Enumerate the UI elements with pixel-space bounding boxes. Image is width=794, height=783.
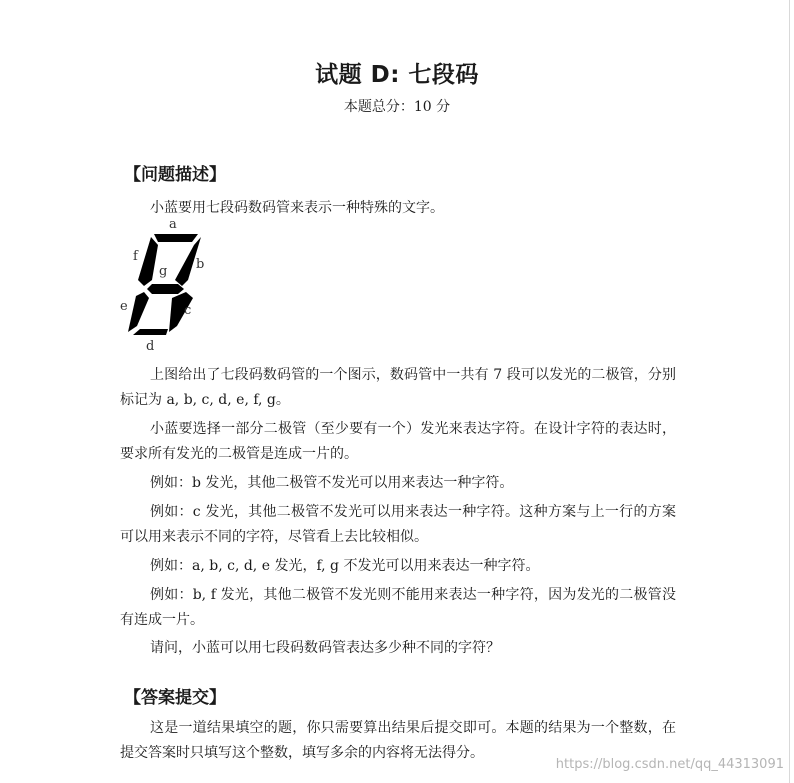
- label-g: g: [159, 264, 168, 279]
- paragraph-example-bf: 例如：b, f 发光，其他二极管不发光则不能用来表达一种字符，因为发光的二极管没有连成一片。: [120, 587, 676, 628]
- intro-paragraph: 小蓝要用七段码数码管来表示一种特殊的文字。: [150, 200, 444, 216]
- segment-e: [128, 292, 149, 332]
- problem-title: 试题 D: 七段码: [315, 62, 479, 88]
- label-d: d: [146, 339, 155, 354]
- description-heading: 【问题描述】: [124, 165, 226, 185]
- label-e: e: [120, 299, 128, 314]
- label-c: c: [184, 303, 192, 318]
- paragraph-rule: 小蓝要选择一部分二极管（至少要有一个）发光来表达字符。在设计字符的表达时，要求所有发光的二极管是连成一片的。: [120, 421, 676, 462]
- segment-d: [133, 329, 168, 335]
- paragraph-example-abcde: 例如：a, b, c, d, e 发光，f, g 不发光可以用来表达一种字符。: [150, 558, 540, 574]
- paragraph-segments: 上图给出了七段码数码管的一个图示，数码管中一共有 7 段可以发光的二极管，分别标记为 a, b, c, d, e, f, g。: [120, 367, 676, 408]
- score-line: 本题总分：10 分: [343, 99, 451, 115]
- answer-paragraph: 这是一道结果填空的题，你只需要算出结果后提交即可。本题的结果为一个整数，在提交答案时只填写这个整数，填写多余的内容将无法得分。: [120, 720, 676, 761]
- page-border: [789, 0, 790, 783]
- paragraph-example-c: 例如：c 发光，其他二极管不发光可以用来表达一种字符。这种方案与上一行的方案可以用来表示不同的字符，尽管看上去比较相似。: [120, 504, 676, 545]
- label-a: a: [169, 217, 177, 232]
- paragraph-example-b: 例如：b 发光，其他二极管不发光可以用来表达一种字符。: [150, 475, 514, 491]
- seven-segment-diagram: [114, 214, 224, 356]
- segment-a: [154, 234, 198, 242]
- segment-f: [138, 237, 158, 286]
- label-f: f: [133, 249, 138, 264]
- paragraph-question: 请问，小蓝可以用七段码数码管表达多少种不同的字符？: [150, 640, 500, 656]
- answer-heading: 【答案提交】: [124, 688, 226, 708]
- watermark-url: https://blog.csdn.net/qq_44313091: [555, 757, 784, 772]
- label-b: b: [196, 257, 205, 272]
- segment-g: [147, 284, 184, 294]
